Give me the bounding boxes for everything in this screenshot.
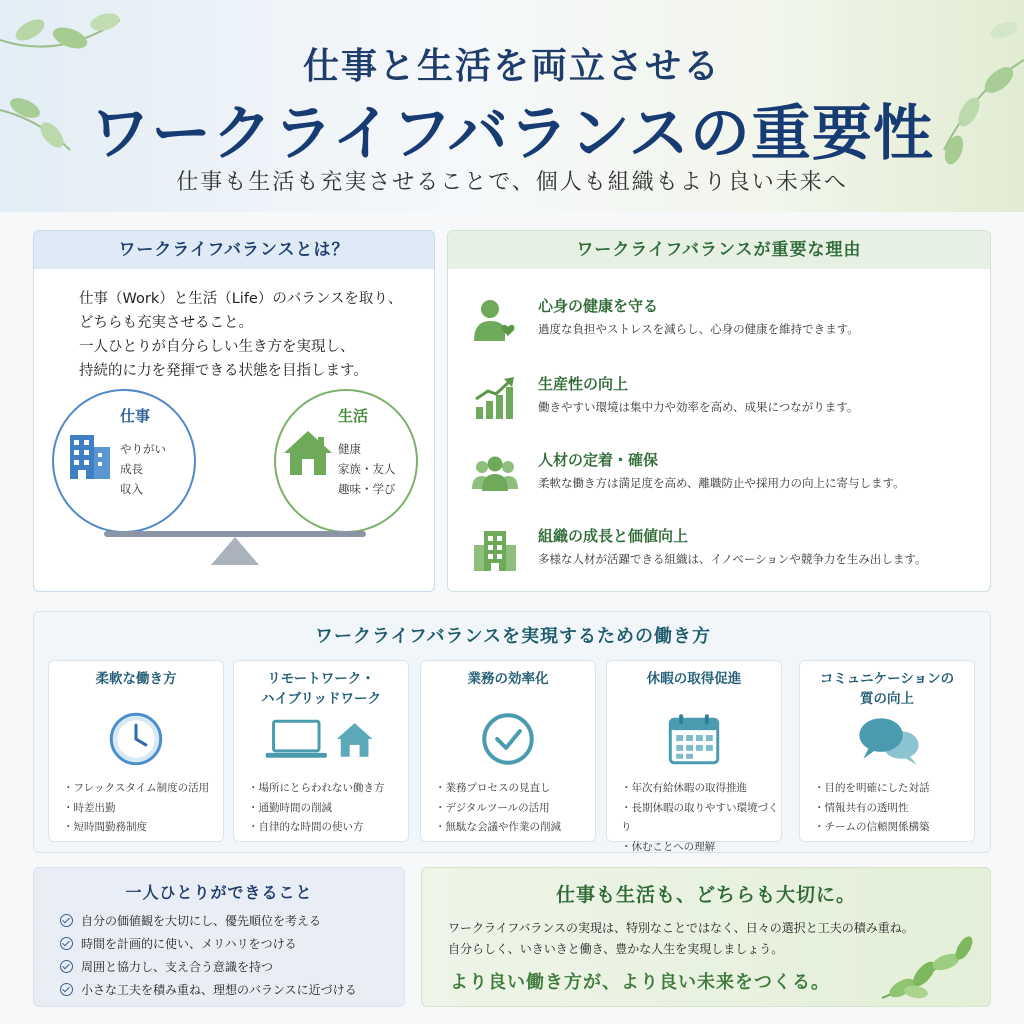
reason-description: 柔軟な働き方は満足度を高め、離職防止や採用力の向上に寄与します。 [538,476,905,490]
way-list-item: ・時差出勤 [63,801,116,814]
closing-heading: 仕事も生活も、どちらも大切に。 [555,884,856,906]
way-card-list [435,779,561,838]
way-card-title [49,669,223,689]
way-title-line: 休暇の取得促進 [646,671,742,687]
way-card-title [234,669,408,709]
way-list-item: ・休むことへの理解 [621,840,716,853]
work-item: 成長 [120,462,143,476]
way-list-item: ・場所にとらわれない働き方 [248,782,385,794]
action-item [60,958,273,975]
work-styles-panel [33,611,991,853]
way-list-item: ・フレックスタイム制度の活用 [63,782,210,794]
organization-building-icon [472,527,518,573]
way-list-item: ・無駄な会議や作業の削減 [435,821,561,833]
work-items [120,439,166,499]
way-card-list [248,779,385,838]
action-item [60,981,357,998]
way-list-item: ・業務プロセスの見直し [435,782,551,794]
way-title-line: ハイブリッドワーク [260,691,381,707]
reason-item [472,525,972,585]
way-card-title [607,669,781,689]
what-line: どちらも充実させること。 [79,315,253,331]
reason-description: 多様な人材が活躍できる組織は、イノベーションや競争力を生み出します。 [538,552,927,566]
work-title: 仕事 [120,407,151,425]
what-heading: ワークライフバランスとは？ [34,231,434,269]
reason-title: 心身の健康を守る [538,297,659,315]
clock-icon [49,711,223,767]
way-title-line: 質の向上 [860,691,914,707]
person-heart-icon [472,297,518,343]
way-title-line: リモートワーク・ [267,671,375,687]
closing-message-panel [421,867,991,1007]
closing-text [448,918,914,960]
team-group-icon [472,451,518,497]
action-text: 小さな工夫を積み重ね、理想のバランスに近づける [81,983,357,997]
action-text: 周囲と協力し、支え合う意識を持つ [81,960,274,974]
what-description [79,287,419,383]
reason-description: 働きやすい環境は集中力や効率を高め、成果につながります。 [538,400,859,414]
work-circle [52,389,196,533]
life-items [338,439,396,499]
calendar-icon [607,711,781,767]
why-important-panel [447,230,991,592]
way-card-flexible [48,660,224,842]
action-text: 自分の価値観を大切にし、優先順位を考える [81,914,322,928]
action-text: 時間を計画的に使い、メリハリをつける [81,937,297,951]
reason-title: 組織の成長と価値向上 [538,527,689,545]
why-heading: ワークライフバランスが重要な理由 [448,231,990,269]
way-title-line: コミュニケーションの [819,671,955,687]
growth-chart-icon [472,375,518,421]
what-line: 一人ひとりが自分らしい生き方を実現し、 [79,339,355,355]
way-list-item: ・年次有給休暇の取得推進 [621,782,747,794]
way-list-item: ・自律的な時間の使い方 [248,821,364,833]
what-line: 仕事（Work）と生活（Life）のバランスを取り、 [79,291,403,307]
check-circle-icon [421,711,595,767]
life-item: 家族・友人 [338,462,396,476]
reason-description: 過度な負担やストレスを減らし、心身の健康を維持できます。 [538,322,859,336]
way-list-item: ・デジタルツールの活用 [435,801,550,814]
work-item: やりがい [120,442,166,456]
action-item [60,935,297,952]
check-circle-icon [60,937,73,950]
way-card-remote [233,660,409,842]
life-title: 生活 [338,407,369,425]
reason-item [472,295,972,355]
way-list-item: ・長期休暇の取りやすい環境づくり [621,801,779,833]
way-card-list [63,779,209,838]
way-card-efficiency [420,660,596,842]
work-item: 収入 [120,482,143,496]
way-list-item: ・通勤時間の削減 [248,801,332,814]
way-list-item: ・短時間勤務制度 [63,821,147,833]
reason-title: 生産性の向上 [538,375,629,393]
way-list-item: ・チームの信頼関係構築 [814,821,930,833]
reason-item [472,373,972,433]
office-building-icon [66,431,112,479]
closing-slogan: より良い働き方が、より良い未来をつくる。 [450,972,830,993]
house-icon [282,429,334,477]
way-title-line: 業務の効率化 [467,671,549,687]
way-card-communication [799,660,975,842]
laptop-house-icon [234,711,408,767]
header-banner [0,0,1024,212]
way-card-title [800,669,974,709]
ways-heading: ワークライフバランスを実現するための働き方 [315,626,711,647]
way-card-title [421,669,595,689]
can-heading: 一人ひとりができること [125,883,313,902]
check-circle-icon [60,983,73,996]
way-title-line: 柔軟な働き方 [95,671,177,687]
page-title: ワークライフバランスの重要性 [90,99,934,169]
seesaw-fulcrum [211,537,259,565]
what-is-wlb-panel [33,230,435,592]
way-card-list [621,779,781,853]
check-circle-icon [60,960,73,973]
life-item: 趣味・学び [338,482,396,496]
header-subtitle: 仕事と生活を両立させる [302,45,721,87]
header-tagline: 仕事も生活も充実させることで、個人も組織もより良い未来へ [176,170,848,195]
reason-title: 人材の定着・確保 [538,451,659,469]
action-item [60,912,321,929]
life-circle [274,389,418,533]
check-circle-icon [60,914,73,927]
closing-line: ワークライフバランスの実現は、特別なことではなく、日々の選択と工夫の積み重ね。 [448,921,914,935]
reason-item [472,449,972,509]
way-list-item: ・目的を明確にした対話 [814,782,930,794]
chat-bubbles-icon [800,711,974,767]
closing-line: 自分らしく、いきいきと働き、豊かな人生を実現しましょう。 [448,942,784,956]
leaf-sprig-icon [872,932,982,1002]
way-list-item: ・情報共有の透明性 [814,801,909,814]
what-line: 持続的に力を発揮できる状態を目指します。 [79,363,368,379]
way-card-vacation [606,660,782,853]
individual-actions-panel [33,867,405,1007]
life-item: 健康 [338,442,361,456]
way-card-list [814,779,930,838]
